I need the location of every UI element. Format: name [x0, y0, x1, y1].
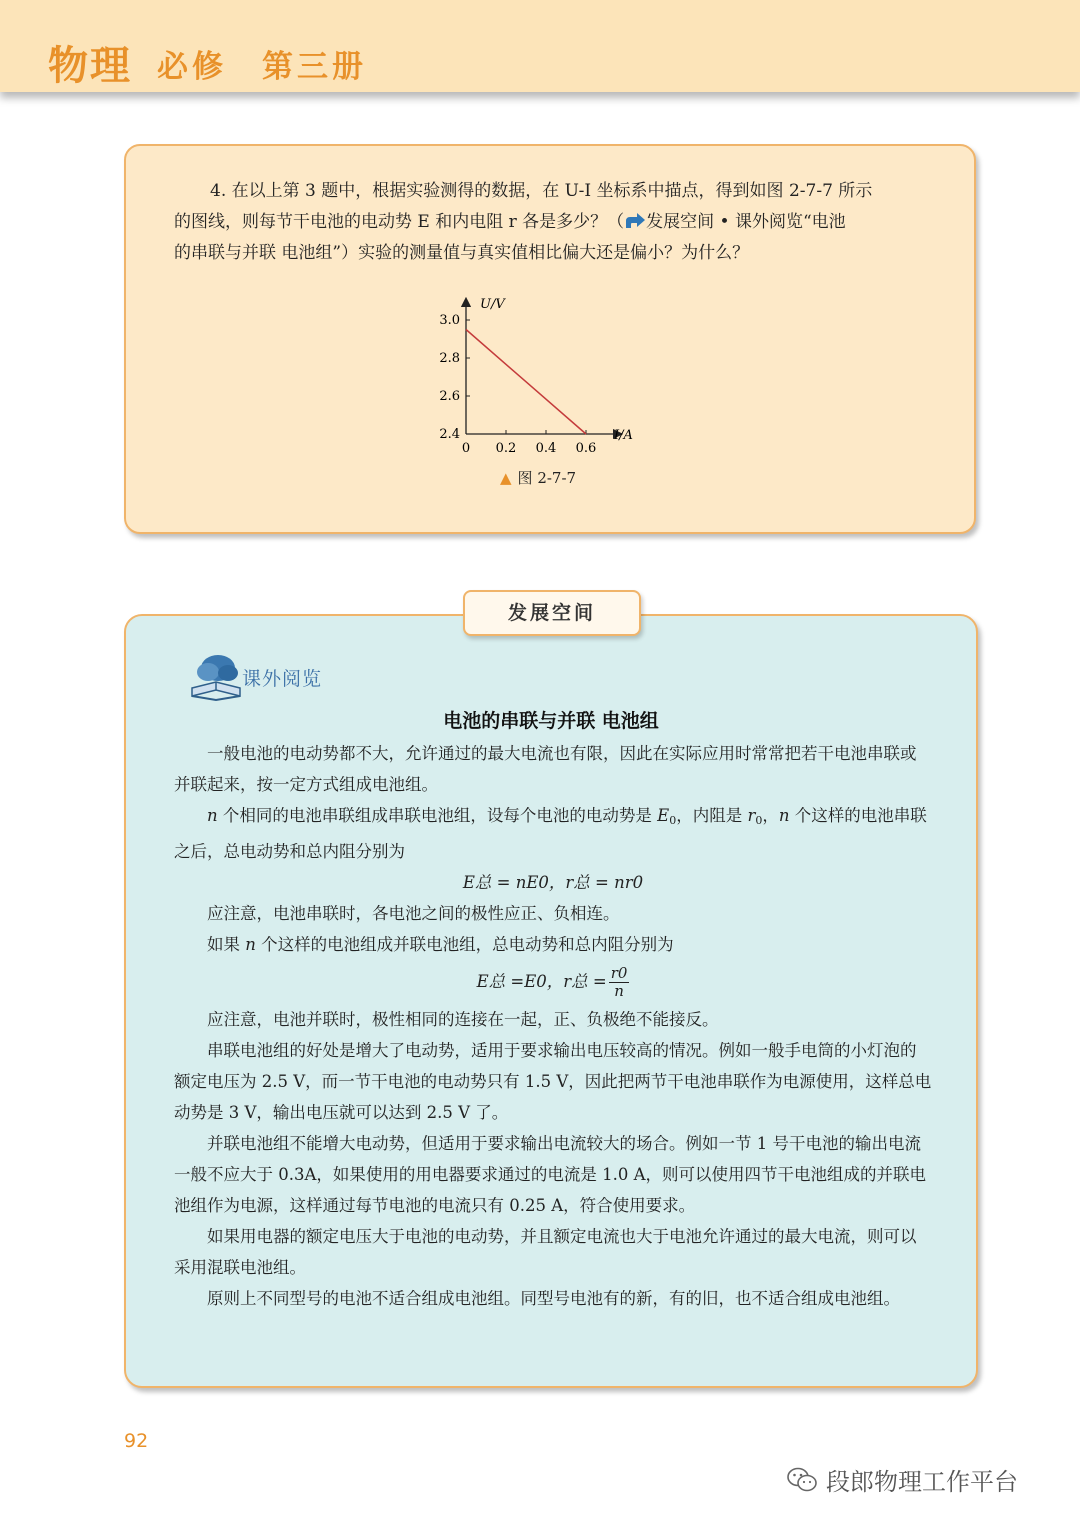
question-box — [124, 144, 976, 534]
question-line-2: 的图线，则每节干电池的电动势 E 和内电阻 r 各是多少？（ — [174, 212, 625, 232]
page-number: 92 — [124, 1430, 149, 1452]
header-course: 必修 — [157, 49, 227, 85]
y-axis-label: U/V — [480, 297, 505, 312]
x-tick-label: 0 — [461, 441, 471, 456]
question-line-2-ref: 发展空间 • 课外阅览“电池 — [646, 212, 846, 232]
question-line-3: 的串联与并联 电池组”）实验的测量值与真实值相比偏大还是偏小？为什么？ — [174, 243, 750, 263]
ui-graph — [436, 296, 646, 466]
x-tick-label: 0.4 — [535, 441, 557, 456]
paragraph-8: 如果用电器的额定电压大于电池的电动势，并且额定电流也大于电池允许通过的最大电流，则可以采用混联电池组。 — [174, 1227, 917, 1277]
section-label: 课外阅览 — [242, 668, 323, 690]
paragraph-3: 应注意，电池串联时，各电池之间的极性应正、负相连。 — [207, 904, 620, 923]
watermark-text: 段郎物理工作平台 — [826, 1468, 1018, 1496]
book-tree-icon — [188, 652, 244, 702]
section-tab: 发展空间 — [463, 590, 641, 636]
wechat-icon — [786, 1466, 818, 1494]
y-tick-label: 2.6 — [439, 389, 460, 404]
question-text — [174, 176, 934, 269]
paragraph-5: 应注意，电池并联时，极性相同的连接在一起，正、负极绝不能接反。 — [207, 1010, 719, 1029]
paragraph-4: 如果 n 个这样的电池组成并联电池组，总电动势和总内阻分别为 — [207, 935, 674, 954]
figure-caption — [500, 467, 576, 488]
reading-box — [124, 614, 978, 1388]
x-tick-label: 0.6 — [575, 441, 597, 456]
watermark — [786, 1462, 1018, 1497]
reading-title: 电池的串联与并联 电池组 — [443, 710, 659, 732]
x-tick-label: 0.2 — [495, 441, 517, 456]
paragraph-1: 一般电池的电动势都不大，允许通过的最大电流也有限，因此在实际应用时常常把若干电池串联或并联起来，按一定方式组成电池组。 — [174, 744, 917, 794]
header-volume: 第三册 — [262, 49, 367, 85]
question-line-1: 4. 在以上第 3 题中，根据实验测得的数据，在 U-I 坐标系中描点，得到如图 2-7-7 所示 — [210, 181, 873, 201]
y-tick-label: 2.8 — [439, 351, 460, 366]
x-axis-label: I/A — [614, 428, 633, 443]
paragraph-9: 原则上不同型号的电池不适合组成电池组。同型号电池有的新，有的旧，也不适合组成电池组。 — [207, 1289, 900, 1308]
header-subject: 物理 — [48, 43, 132, 89]
caption-text: 图 2-7-7 — [517, 469, 577, 487]
y-tick-label: 2.4 — [439, 427, 460, 442]
equation-parallel: E总 =E0，r总 = $\frac{r0}{n}$ — [476, 964, 628, 1000]
paragraph-6: 串联电池组的好处是增大了电动势，适用于要求输出电压较高的情况。例如一般手电筒的小灯泡的额定电压为 2.5 V，而一节干电池的电动势只有 1.5 V，因此把两节干电池串联作为电源使用，这样总电动势是 3 V，输出电压就可以达到 2.5 V 了。 — [174, 1041, 932, 1122]
equation-series: E总 = nE0，r总 = nr0 — [462, 873, 644, 892]
y-tick-label: 3.0 — [439, 313, 460, 328]
page-header — [0, 0, 1080, 92]
paragraph-7: 并联电池组不能增大电动势，但适用于要求输出电流较大的场合。例如一节 1 号干电池的输出电流一般不应大于 0.3A，如果使用的用电器要求通过的电流是 1.0 A，则可以使用四节干电池组成的并联电池组作为电源，这样通过每节电池的电流只有 0.25 A，符合使用要求。 — [174, 1134, 927, 1215]
caption-triangle-icon: ▲ — [500, 469, 512, 487]
cross-reference-arrow-icon — [624, 212, 646, 230]
data-line — [466, 330, 586, 435]
reading-body — [174, 738, 932, 1314]
paragraph-2: n 个相同的电池串联组成串联电池组，设每个电池的电动势是 $E_0$，内阻是 $r_0$，n 个这样的电池串联之后，总电动势和总内阻分别为 — [174, 806, 927, 861]
